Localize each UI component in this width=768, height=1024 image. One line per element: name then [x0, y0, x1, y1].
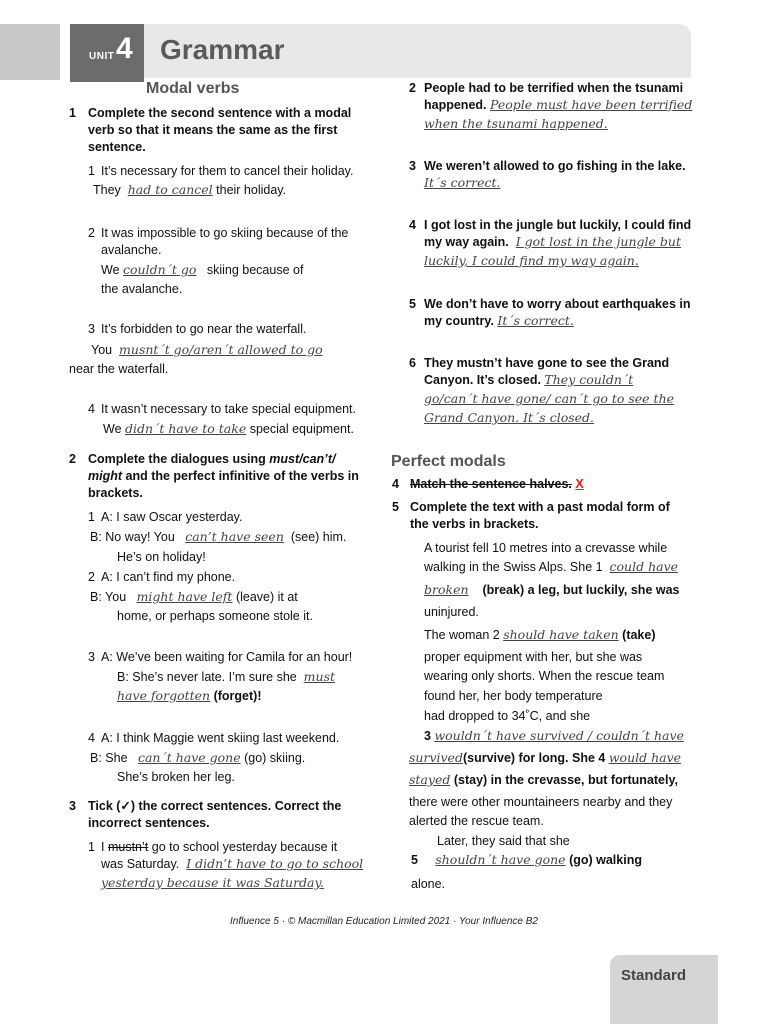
answer-text: must	[303, 669, 336, 684]
dialogue-line: A: I can’t find my phone.	[101, 570, 236, 584]
answer-text: Grand Canyon. It´s closed.	[424, 410, 595, 425]
item-number: 4	[409, 218, 416, 232]
item-prompt	[101, 839, 337, 855]
exercise-4-instruction	[410, 476, 584, 492]
text-lead: walking in the Swiss Alps. She 1	[424, 560, 603, 574]
item-number: 3	[88, 322, 95, 336]
text-line	[424, 728, 684, 744]
verb-hint: (take)	[622, 628, 656, 642]
item-lead: was Saturday.	[101, 857, 180, 871]
answer-text: shouldn´t have gone	[435, 852, 566, 867]
item-lead: We	[103, 422, 122, 436]
item-prompt: We don’t have to worry about earthquakes in	[424, 297, 691, 311]
answer-line	[93, 182, 286, 198]
text-line	[424, 627, 656, 643]
answer-text: luckily, I could find my way again.	[424, 253, 639, 268]
text-line	[409, 772, 678, 788]
item-prompt: It wasn’t necessary to take special equipment.	[101, 402, 356, 416]
text-line: alone.	[411, 877, 446, 891]
dialogue-answer-line	[117, 669, 335, 685]
exercise-2-number: 2	[69, 452, 76, 466]
answer-text: They couldn´t	[544, 372, 634, 387]
answer-text: I didn’t have to go to school	[186, 856, 364, 871]
item-prompt: It’s necessary for them to cancel their holiday.	[101, 164, 354, 178]
instruction-keyword: might	[88, 469, 123, 483]
section-heading-perfect-modals: Perfect modals	[391, 453, 506, 470]
dialogue-tail: (see) him.	[290, 530, 347, 544]
answer-text: survived	[409, 750, 463, 765]
item-prompt: It was impossible to go skiing because of the	[101, 226, 349, 240]
dialogue-lead: B: She	[90, 751, 128, 765]
dialogue-answer-line	[117, 688, 261, 704]
dialogue-lead: B: No way! You	[90, 530, 175, 544]
item-number: 3	[88, 650, 95, 664]
exercise-4-number: 4	[392, 477, 399, 491]
dialogue-line: A: I saw Oscar yesterday.	[101, 510, 243, 524]
answer-text: can’t have seen	[185, 529, 284, 544]
text-line	[424, 559, 678, 575]
text-line: there were other mountaineers nearby and they	[409, 795, 673, 809]
text-line: proper equipment with her, but she was	[424, 650, 643, 664]
exercise-1-instruction: verb so that it means the same as the first	[88, 123, 338, 137]
answer-text: can´t have gone	[137, 750, 241, 765]
answer-text: didn´t have to take	[125, 421, 247, 436]
item-prompt: They mustn’t have gone to see the Grand	[424, 356, 670, 370]
item-number: 1	[88, 164, 95, 178]
dialogue-line: He’s on holiday!	[117, 550, 206, 564]
unit-word: UNIT	[89, 51, 115, 62]
instruction-text: Complete the dialogues using	[88, 452, 270, 466]
answer-text: It´s correct.	[424, 175, 501, 190]
answer-text: when the tsunami happened.	[424, 116, 608, 131]
dialogue-tail: (go) skiing.	[244, 751, 306, 765]
item-number: 1	[88, 510, 95, 524]
answer-text: yesterday because it was Saturday.	[101, 875, 324, 890]
answer-line	[424, 410, 594, 426]
answer-text: couldn´t go	[123, 262, 197, 277]
exercise-2-instruction	[88, 451, 336, 467]
item-prompt: avalanche.	[101, 243, 162, 257]
item-tail: near the waterfall.	[69, 362, 169, 376]
item-prompt: I got lost in the jungle but luckily, I could find	[424, 218, 692, 232]
text-lead: 5	[411, 853, 418, 867]
standard-tab	[610, 955, 718, 1024]
item-prompt: People had to be terrified when the tsunami	[424, 81, 684, 95]
verb-hint: (survive) for long. She 4	[462, 751, 606, 765]
answer-line	[91, 342, 323, 358]
item-number: 4	[88, 731, 95, 745]
answer-text: I got lost in the jungle but	[515, 234, 681, 249]
item-number: 6	[409, 356, 416, 370]
item-lead: They	[93, 183, 121, 197]
text-lead: 3	[424, 729, 431, 743]
dialogue-answer-line	[90, 750, 305, 766]
item-number: 3	[409, 159, 416, 173]
item-number: 2	[88, 570, 95, 584]
item-tail: skiing because of	[206, 263, 304, 277]
answer-text: People must have been terrified	[490, 97, 693, 112]
struck-word: mustn’t	[107, 840, 149, 854]
verb-hint: (break) a leg, but luckily, she was	[482, 583, 680, 597]
dialogue-lead: B: She’s never late. I’m sure she	[117, 670, 297, 684]
answer-line	[424, 391, 674, 407]
exercise-1-instruction: sentence.	[88, 140, 146, 154]
dialogue-answer-line	[90, 529, 346, 545]
exercise-2-instruction: brackets.	[88, 486, 143, 500]
dialogue-line: home, or perhaps someone stole it.	[117, 609, 313, 623]
text-lead: The woman 2	[424, 628, 500, 642]
exercise-2-instruction	[88, 468, 359, 484]
answer-line	[103, 421, 354, 437]
answer-text: wouldn´t have survived / couldn´t have	[434, 728, 684, 743]
verb-hint: (go) walking	[569, 853, 642, 867]
answer-line	[424, 313, 574, 329]
answer-line	[101, 856, 363, 872]
text-line	[424, 582, 680, 598]
answer-line	[424, 97, 692, 113]
page-title: Grammar	[160, 34, 285, 65]
dialogue-tail: (leave) it at	[235, 590, 298, 604]
unit-badge	[70, 24, 144, 82]
exercise-3-number: 3	[69, 799, 76, 813]
item-lead: We	[101, 263, 120, 277]
text-line: Later, they said that she	[437, 834, 570, 848]
text-line: A tourist fell 10 metres into a crevasse while	[424, 541, 668, 555]
section-heading-modal-verbs: Modal verbs	[146, 80, 240, 97]
answer-text: It´s correct.	[497, 313, 574, 328]
exercise-5-number: 5	[392, 500, 399, 514]
answer-line	[424, 116, 608, 132]
verb-hint: (stay) in the crevasse, but fortunately,	[453, 773, 678, 787]
item-tail: go to school yesterday because it	[151, 840, 338, 854]
answer-text: go/can´t have gone/ can´t go to see the	[424, 391, 675, 406]
answer-line	[424, 234, 681, 250]
answer-text: should have taken	[503, 627, 619, 642]
item-number: 2	[409, 81, 416, 95]
item-number: 5	[409, 297, 416, 311]
item-prompt: We weren’t allowed to go fishing in the lake.	[424, 159, 686, 173]
text-line: found her, her body temperature	[424, 689, 603, 703]
exercise-3-instruction: Tick (✓) the correct sentences. Correct the	[88, 799, 342, 813]
instruction-text: and the perfect infinitive of the verbs in	[122, 469, 359, 483]
exercise-5-instruction: the verbs in brackets.	[410, 517, 539, 531]
side-tab	[0, 24, 60, 80]
struck-instruction: Match the sentence halves.	[410, 477, 572, 491]
exercise-3-instruction: incorrect sentences.	[88, 816, 210, 830]
text-line: alerted the rescue team.	[409, 814, 544, 828]
text-line: wearing only shorts. When the rescue team	[424, 669, 665, 683]
text-line: had dropped to 34˚C, and she	[424, 709, 591, 723]
item-lead: my way again.	[424, 235, 509, 249]
item-lead: I	[101, 840, 105, 854]
dialogue-line: A: I think Maggie went skiing last weekend.	[101, 731, 340, 745]
dialogue-line: She’s broken her leg.	[117, 770, 235, 784]
item-number: 2	[88, 226, 95, 240]
instruction-keyword: must/can’t/	[269, 452, 336, 466]
exercise-1-number: 1	[69, 106, 76, 120]
dialogue-line: A: We’ve been waiting for Camila for an hour!	[101, 650, 353, 664]
item-lead: Canyon. It’s closed.	[424, 373, 541, 387]
item-tail: their holiday.	[216, 183, 287, 197]
item-number: 1	[88, 840, 95, 854]
answer-line	[424, 175, 500, 191]
exercise-1-instruction: Complete the second sentence with a modal	[88, 106, 352, 120]
text-line	[411, 852, 642, 868]
answer-text: have forgotten	[117, 688, 211, 703]
dialogue-lead: B: You	[90, 590, 127, 604]
answer-text: might have left	[136, 589, 233, 604]
item-lead: happened.	[424, 98, 487, 112]
answer-text: broken	[424, 582, 469, 597]
footer-credit: Influence 5 · © Macmillan Education Limited 2021 · Your Influence B2	[230, 916, 538, 927]
standard-label: Standard	[621, 967, 687, 984]
answer-text: stayed	[409, 772, 451, 787]
item-prompt: It’s forbidden to go near the waterfall.	[101, 322, 307, 336]
incorrect-mark: X	[575, 477, 584, 491]
unit-number: 4	[116, 32, 133, 65]
dialogue-answer-line	[90, 589, 298, 605]
dialogue-tail: (forget)!	[213, 689, 262, 703]
item-tail: the avalanche.	[101, 282, 183, 296]
item-lead: my country.	[424, 314, 494, 328]
text-line: uninjured.	[424, 605, 479, 619]
answer-text: would have	[608, 750, 682, 765]
answer-line	[101, 262, 303, 278]
answer-line	[424, 253, 639, 269]
item-tail: special equipment.	[249, 422, 354, 436]
answer-text: musnt´t go/aren´t allowed to go	[119, 342, 323, 357]
answer-line	[424, 372, 633, 388]
item-lead: You	[91, 343, 113, 357]
answer-text: could have	[609, 559, 679, 574]
answer-line	[101, 875, 324, 891]
exercise-5-instruction: Complete the text with a past modal form of	[410, 500, 670, 514]
answer-text: had to cancel	[127, 182, 213, 197]
item-number: 4	[88, 402, 95, 416]
text-line	[409, 750, 681, 766]
